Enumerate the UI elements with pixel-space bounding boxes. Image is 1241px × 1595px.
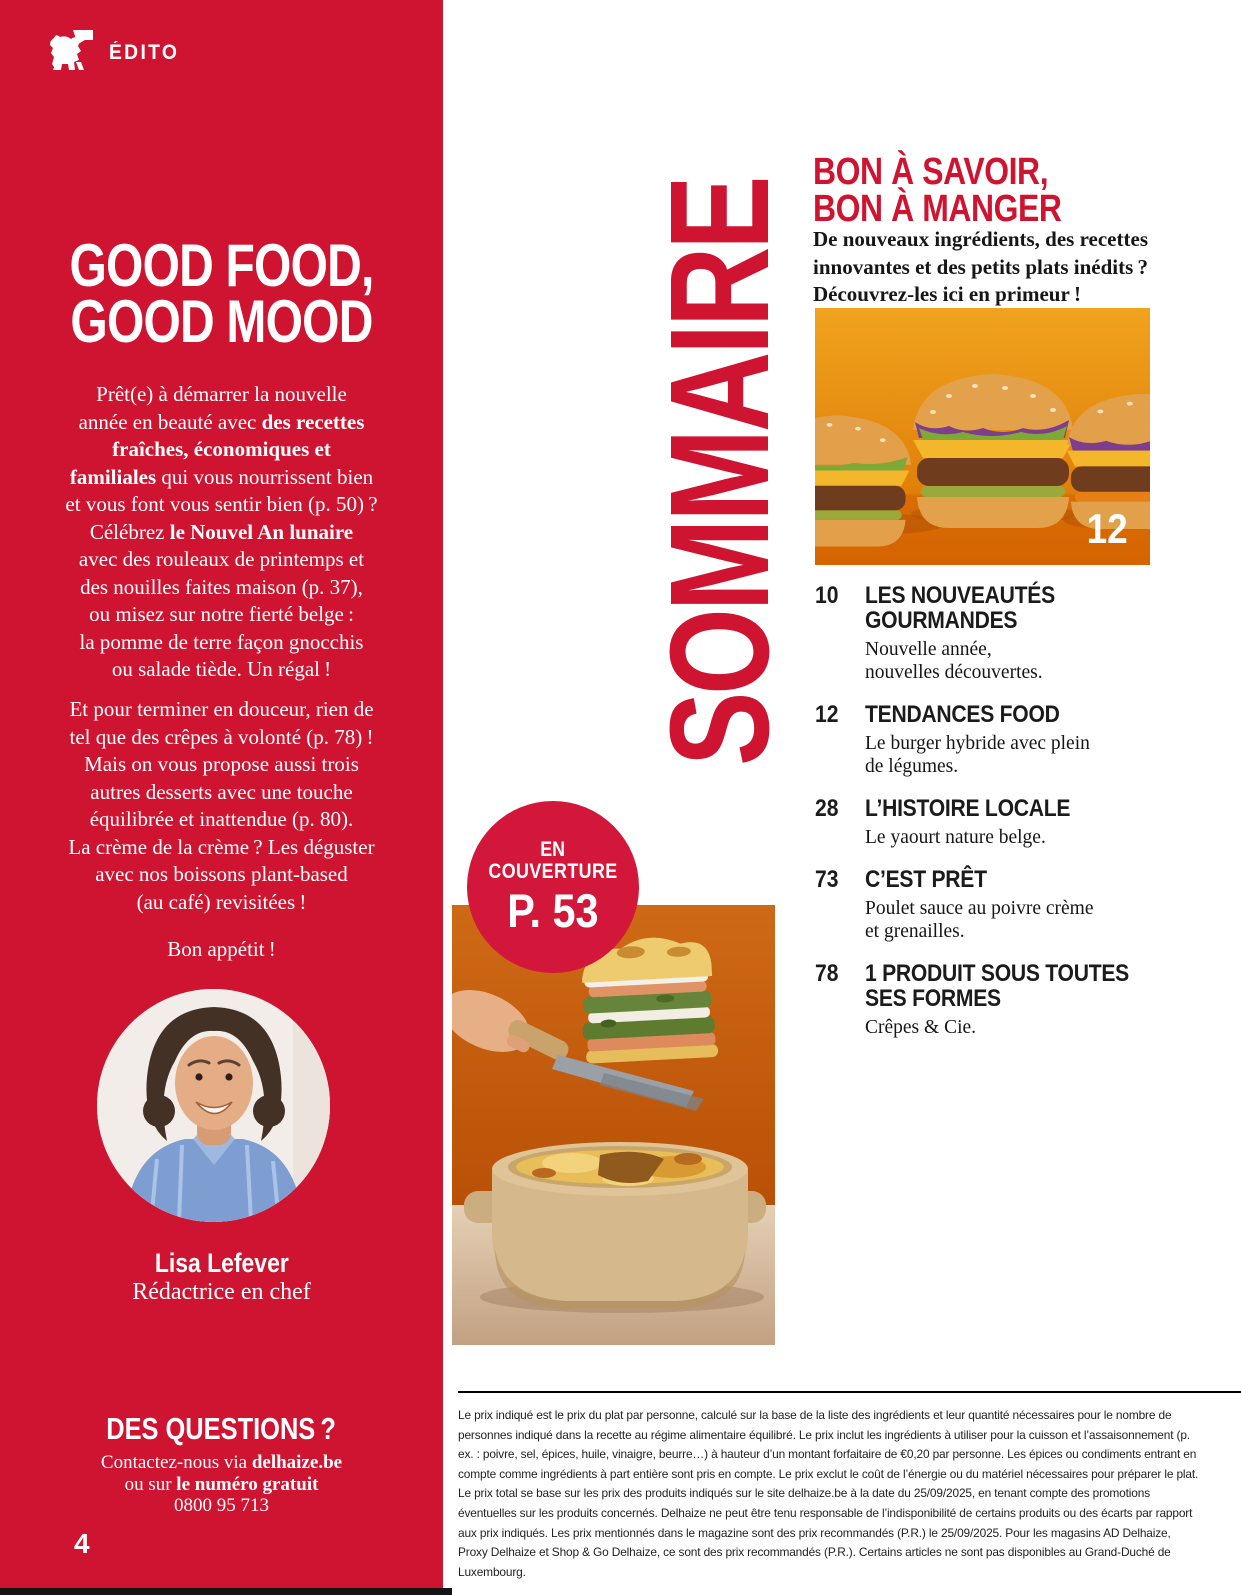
toc-item-desc: Le yaourt nature belge. bbox=[865, 827, 1046, 848]
sommaire-vertical-title: SOMMAIRE bbox=[640, 178, 798, 766]
cover-badge bbox=[467, 801, 639, 973]
author-role: Rédactrice en chef bbox=[132, 1279, 311, 1305]
questions-title: DES QUESTIONS ? bbox=[106, 1411, 337, 1446]
author-name: Lisa Lefever bbox=[154, 1248, 289, 1278]
toc-item-desc: Crêpes & Cie. bbox=[865, 1017, 977, 1038]
toc-item-body bbox=[865, 961, 1165, 1039]
toc-item bbox=[815, 961, 1185, 1039]
toc-page-number: 73 bbox=[815, 866, 839, 893]
page-number: 4 bbox=[74, 1528, 90, 1559]
questions-block bbox=[0, 1412, 443, 1517]
photo-page-label: 12 bbox=[1086, 505, 1128, 552]
toc-item-body bbox=[865, 583, 1081, 684]
toc-item-desc: Nouvelle année, nouvelles découvertes. bbox=[865, 639, 1043, 683]
bottom-edge-strip bbox=[0, 1588, 452, 1595]
toc-item bbox=[815, 702, 1185, 778]
toc-item bbox=[815, 867, 1185, 943]
section-title: BON À SAVOIR, BON À MANGER bbox=[813, 151, 1062, 230]
toc-item-desc: Le burger hybride avec plein de légumes. bbox=[865, 733, 1090, 777]
table-of-contents bbox=[815, 583, 1185, 1057]
legal-text: Le prix indiqué est le prix du plat par personne, calculé sur la base de la liste des ingrédients et leur quantité nécessaires pour le nombre de personnes indiqué dans la recette au régime alimentaire équilibré. Le prix inclut les ingrédients à utiliser pour la cuisson et l’assaisonnement (p. ex. : poivre, sel, épices, huile, vinaigre, beurre…) à hauteur d’un montant forfaitaire de €0,20 par personne. Les épices ou condiments entrant en compte comme ingrédients à part entière sont pris en compte. Le prix exclut le coût de l’énergie ou du matériel nécessaires pour préparer le plat. Le prix total se base sur les prix des produits indiqués sur le site delhaize.be à la date du 25/09/2025, en tenant compte des promotions éventuelles sur les produits concernés. Delhaize ne peut être tenu responsable de l’indisponibilité de certains produits ou des écarts par rapport aux prix indiqués. Les prix mentionnés dans le magazine sont des prix recommandés (P.R.) le 25/09/2025. Pour les magasins AD Delhaize, Proxy Delhaize et Shop & Go Delhaize, ce sont des prix recommandés (P.R.). Certains articles ne sont pas disponibles au Grand-Duché de Luxembourg. bbox=[458, 1391, 1241, 1582]
edito-paragraph-1: Prêt(e) à démarrer la nouvelle année en beauté avec des recettes fraîches, économiques et familiales qui vous nourrissent bien et vous font vous sentir bien (p. 50) ? Célébrez le Nouvel An lunaire avec des rouleaux de printemps et des nouilles faites maison (p. 37), ou misez sur notre fierté belge : la pomme de terre façon gnocchis ou salade tiède. Un régal ! bbox=[65, 382, 378, 681]
edito-header bbox=[46, 28, 185, 77]
edito-closing: Bon appétit ! bbox=[167, 937, 276, 961]
edito-title: GOOD FOOD, GOOD MOOD bbox=[69, 232, 374, 355]
toc-item-body bbox=[865, 702, 1090, 778]
toc-item-body bbox=[865, 867, 1094, 943]
toc-item-title: 1 PRODUIT SOUS TOUTES SES FORMES bbox=[865, 960, 1129, 1012]
editor-portrait bbox=[97, 989, 330, 1222]
edito-label: ÉDITO bbox=[109, 40, 180, 64]
questions-contact: Contactez-nous via delhaize.be ou sur le numéro gratuit 0800 95 713 bbox=[100, 1452, 343, 1516]
toc-item-title: LES NOUVEAUTÉS GOURMANDES bbox=[865, 582, 1055, 634]
toc-page-number: 12 bbox=[815, 701, 839, 728]
delhaize-lion-logo bbox=[46, 28, 96, 77]
cover-photo bbox=[452, 905, 775, 1345]
toc-item-desc: Poulet sauce au poivre crème et grenailles. bbox=[865, 898, 1094, 942]
toc-page-number: 78 bbox=[815, 960, 839, 987]
toc-page-number: 28 bbox=[815, 795, 839, 822]
edito-paragraph-2: Et pour terminer en douceur, rien de tel que des crêpes à volonté (p. 78) ! Mais on vous propose aussi trois autres desserts avec une touche équilibrée et inattendue (p. 80). La crème de la crème ? Les déguster avec nos boissons plant-based (au café) revisitées ! bbox=[68, 697, 375, 914]
toc-item-title: L’HISTOIRE LOCALE bbox=[865, 795, 1071, 822]
author-block bbox=[0, 1248, 443, 1306]
toc-item bbox=[815, 796, 1185, 849]
cover-badge-page: P. 53 bbox=[507, 883, 599, 937]
section-intro: De nouveaux ingrédients, des recettes innovantes et des petits plats inédits ? Découvrez-les ici en primeur ! bbox=[813, 227, 1148, 306]
toc-item-title: TENDANCES FOOD bbox=[865, 701, 1060, 728]
toc-item-title: C’EST PRÊT bbox=[865, 866, 987, 893]
toc-item bbox=[815, 583, 1185, 684]
cover-badge-line2: COUVERTURE bbox=[488, 859, 618, 883]
burger-photo bbox=[815, 308, 1150, 565]
toc-item-body bbox=[865, 796, 1098, 849]
cover-badge-line1: EN bbox=[540, 837, 566, 861]
toc-page-number: 10 bbox=[815, 582, 839, 609]
